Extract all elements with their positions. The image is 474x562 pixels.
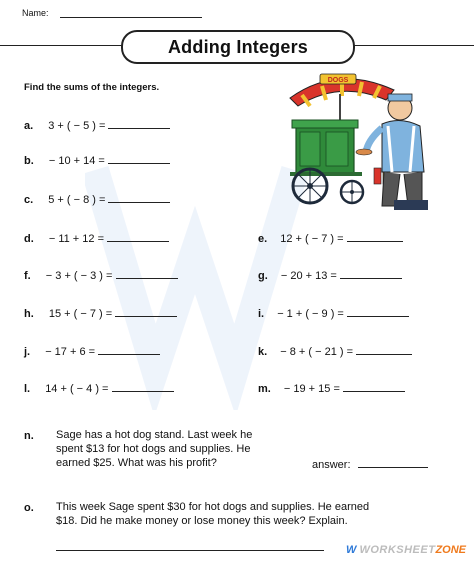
problem-expression: 12 + ( − 7 ) = — [280, 233, 344, 245]
problem-a — [24, 118, 170, 133]
problem-j — [24, 344, 160, 359]
problem-label: j. — [24, 346, 31, 358]
problem-expression: − 20 + 13 = — [280, 270, 337, 282]
watermark-zone: ZONE — [435, 544, 466, 556]
answer-blank[interactable] — [343, 381, 405, 392]
problem-expression: 15 + ( − 7 ) = — [48, 308, 113, 320]
page-title: Adding Integers — [121, 30, 355, 64]
answer-blank[interactable] — [108, 153, 170, 164]
explanation-blank[interactable] — [56, 550, 324, 551]
problem-expression: − 19 + 15 = — [283, 383, 340, 395]
problem-expression: 5 + ( − 8 ) = — [48, 194, 106, 206]
problem-l — [24, 381, 174, 396]
answer-blank[interactable] — [347, 306, 409, 317]
problem-expression: − 17 + 6 = — [45, 346, 96, 358]
problem-e — [258, 231, 403, 246]
problem-c — [24, 192, 170, 207]
answer-blank[interactable] — [356, 344, 412, 355]
problem-expression: 3 + ( − 5 ) = — [48, 120, 106, 132]
word-problem-line: spent $13 for hot dogs and supplies. He — [56, 443, 251, 455]
problem-label: b. — [24, 155, 34, 167]
problem-b — [24, 153, 170, 168]
problem-m — [258, 381, 405, 396]
problem-i — [258, 306, 409, 321]
problem-d — [24, 231, 169, 246]
problem-k — [258, 344, 412, 359]
word-problem-line: earned $25. What was his profit? — [56, 457, 217, 469]
answer-blank[interactable] — [98, 344, 160, 355]
answer-area — [312, 457, 428, 472]
problem-expression: − 10 + 14 = — [48, 155, 105, 167]
problem-expression: − 8 + ( − 21 ) = — [280, 346, 354, 358]
problem-label: d. — [24, 233, 34, 245]
name-blank[interactable] — [60, 17, 202, 18]
sign-text: DOGS — [327, 77, 349, 84]
hot-dog-vendor-illustration — [282, 68, 457, 216]
answer-blank[interactable] — [108, 118, 170, 129]
problem-label: a. — [24, 120, 34, 132]
problem-label: f. — [24, 270, 31, 282]
problem-f — [24, 268, 178, 283]
problem-h — [24, 306, 177, 321]
answer-blank[interactable] — [340, 268, 402, 279]
answer-blank[interactable] — [347, 231, 403, 242]
problem-expression: − 11 + 12 = — [48, 233, 104, 245]
word-problem-line: $18. Did he make money or lose money this week? Explain. — [56, 515, 348, 527]
word-problem-n — [56, 428, 306, 470]
problem-label: l. — [24, 383, 31, 395]
problem-label: k. — [258, 346, 268, 358]
answer-blank[interactable] — [107, 231, 169, 242]
problem-expression: − 3 + ( − 3 ) = — [45, 270, 113, 282]
instructions: Find the sums of the integers. — [24, 82, 160, 93]
answer-blank[interactable] — [112, 381, 174, 392]
answer-blank[interactable] — [108, 192, 170, 203]
problem-label: e. — [258, 233, 268, 245]
word-problem-line: Sage has a hot dog stand. Last week he — [56, 429, 253, 441]
problem-expression: 14 + ( − 4 ) = — [45, 383, 109, 395]
problem-label: m. — [258, 383, 271, 395]
answer-blank[interactable] — [116, 268, 178, 279]
word-problem-label: o. — [24, 502, 34, 514]
problem-g — [258, 268, 402, 283]
problem-expression: − 1 + ( − 9 ) = — [277, 308, 344, 320]
word-problem-label: n. — [24, 430, 34, 442]
problem-label: h. — [24, 308, 34, 320]
problem-label: g. — [258, 270, 268, 282]
problem-label: c. — [24, 194, 34, 206]
watermark-text: WORKSHEET — [359, 544, 436, 556]
answer-label: answer: — [312, 459, 351, 471]
word-problem-o — [56, 500, 456, 528]
watermark-logo-letter: W — [345, 544, 357, 556]
problem-label: i. — [258, 308, 265, 320]
answer-blank[interactable] — [115, 306, 177, 317]
watermark — [346, 544, 466, 556]
name-label: Name: — [22, 8, 49, 18]
answer-blank[interactable] — [358, 457, 428, 468]
word-problem-line: This week Sage spent $30 for hot dogs and supplies. He earned — [56, 501, 370, 513]
